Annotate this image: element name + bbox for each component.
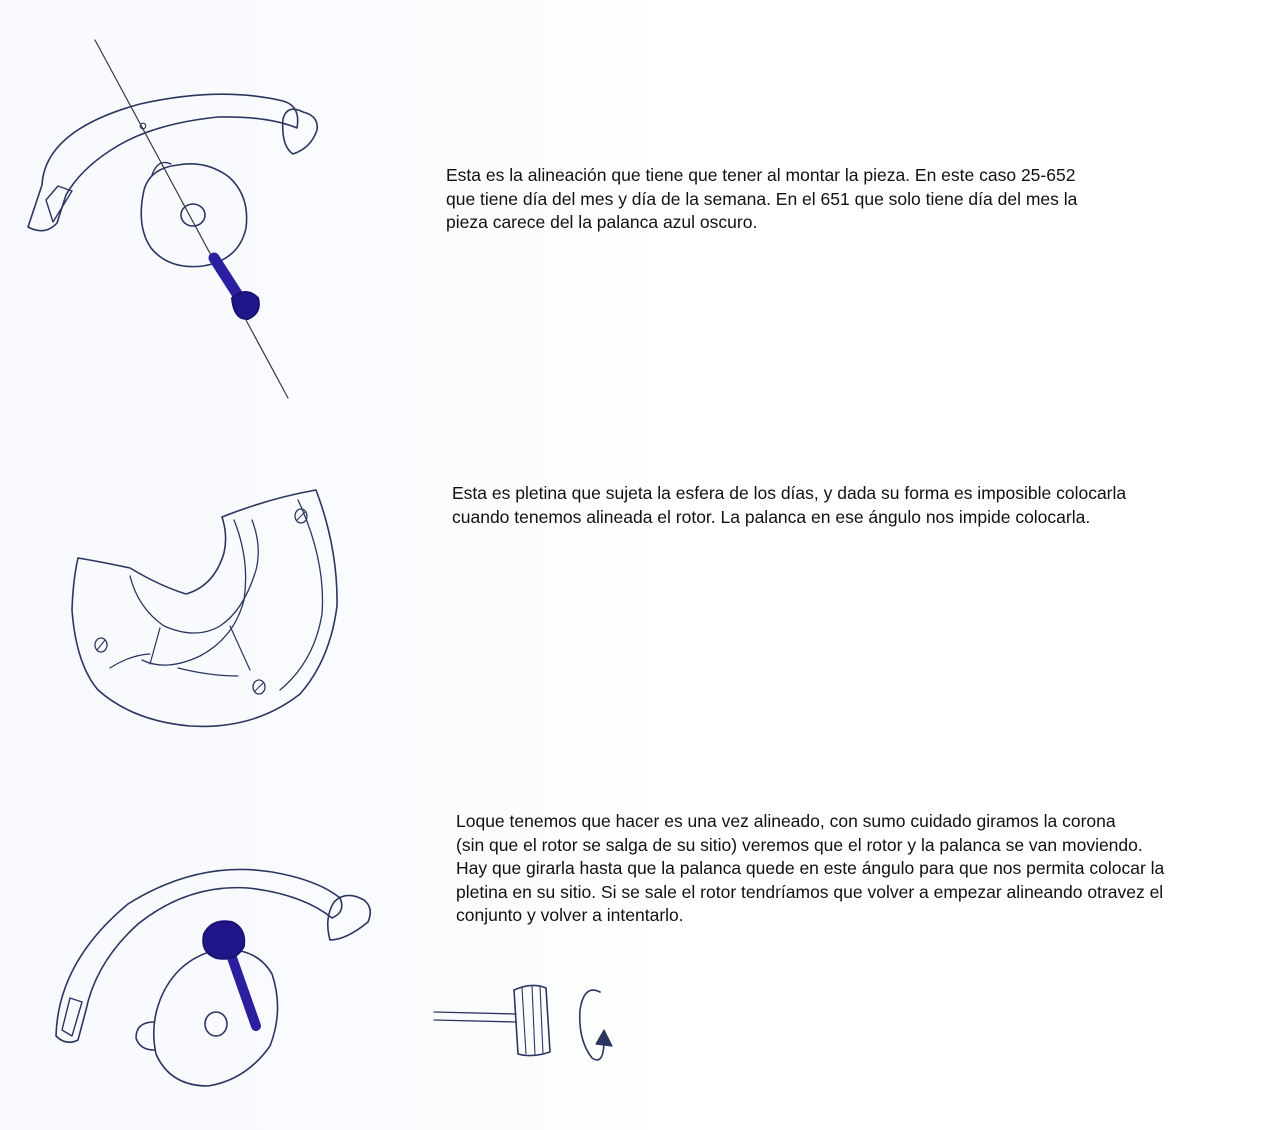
- plate-outer-rib: [280, 500, 323, 690]
- plate-divider-4: [178, 668, 238, 676]
- alignment-note-line-1: Esta es la alineación que tiene que tener al montar la pieza. En este caso 25-652: [446, 165, 1076, 185]
- procedure-note-line-3: Hay que girarla hasta que la palanca quede en este ángulo para que nos permita colocar la: [456, 858, 1165, 878]
- screw-hole-2: [95, 638, 107, 652]
- blue-lever-2: [230, 952, 256, 1026]
- rotor-side-bump: [136, 1022, 154, 1050]
- plate-note-line-1: Esta es pletina que sujeta la esfera de los días, y dada su forma es imposible colocarla: [452, 483, 1127, 503]
- alignment-note-line-3: pieza carece del la palanca azul oscuro.: [446, 212, 758, 232]
- figure-date-plate: [72, 490, 337, 726]
- plate-note-line-2: cuando tenemos alineada el rotor. La palanca en ese ángulo nos impide colocarla.: [452, 506, 1091, 527]
- rotor-disc-2: [154, 950, 278, 1087]
- procedure-note-line-4: pletina en su sitio. Si se sale el rotor tendríamos que volver a empezar alineando otravez el: [456, 881, 1164, 902]
- procedure-note-line-5: conjunto y volver a intentarlo.: [456, 905, 684, 925]
- plate-inner-arc: [142, 520, 246, 665]
- alignment-note: [446, 164, 1077, 235]
- rotor-hole-2: [205, 1012, 227, 1036]
- screw-hole-3: [253, 680, 265, 694]
- figure-aligned-assembly: [28, 40, 317, 398]
- plate-outline: [72, 490, 337, 726]
- crown-ridge-1: [522, 988, 526, 1054]
- plate-divider-1: [150, 628, 160, 664]
- arm-end-cap: [283, 109, 318, 154]
- crown-stem: [434, 1012, 516, 1022]
- procedure-note-line-2: (sin que el rotor se salga de su sitio) veremos que el rotor y la palanca se van moviendo.: [456, 834, 1143, 855]
- alignment-line: [95, 40, 288, 398]
- blue-lever-knob-2: [203, 921, 244, 959]
- alignment-note-line-2: que tiene día del mes y día de la semana. En el 651 que solo tiene día del mes la: [446, 188, 1078, 209]
- rotation-arrow: [580, 990, 604, 1060]
- plate-divider-2: [230, 626, 250, 670]
- procedure-note: [456, 810, 1164, 928]
- rotor-disc: [141, 164, 246, 267]
- plate-note: [452, 482, 1126, 529]
- crown-ridge-3: [540, 986, 543, 1054]
- rotation-arrowhead: [596, 1030, 612, 1046]
- crown-ridge-2: [532, 986, 535, 1055]
- blue-lever-knob: [232, 292, 259, 319]
- procedure-note-line-1: Loque tenemos que hacer es una vez alineado, con sumo cuidado giramos la corona: [456, 811, 1116, 831]
- arm-slot-2: [62, 998, 82, 1036]
